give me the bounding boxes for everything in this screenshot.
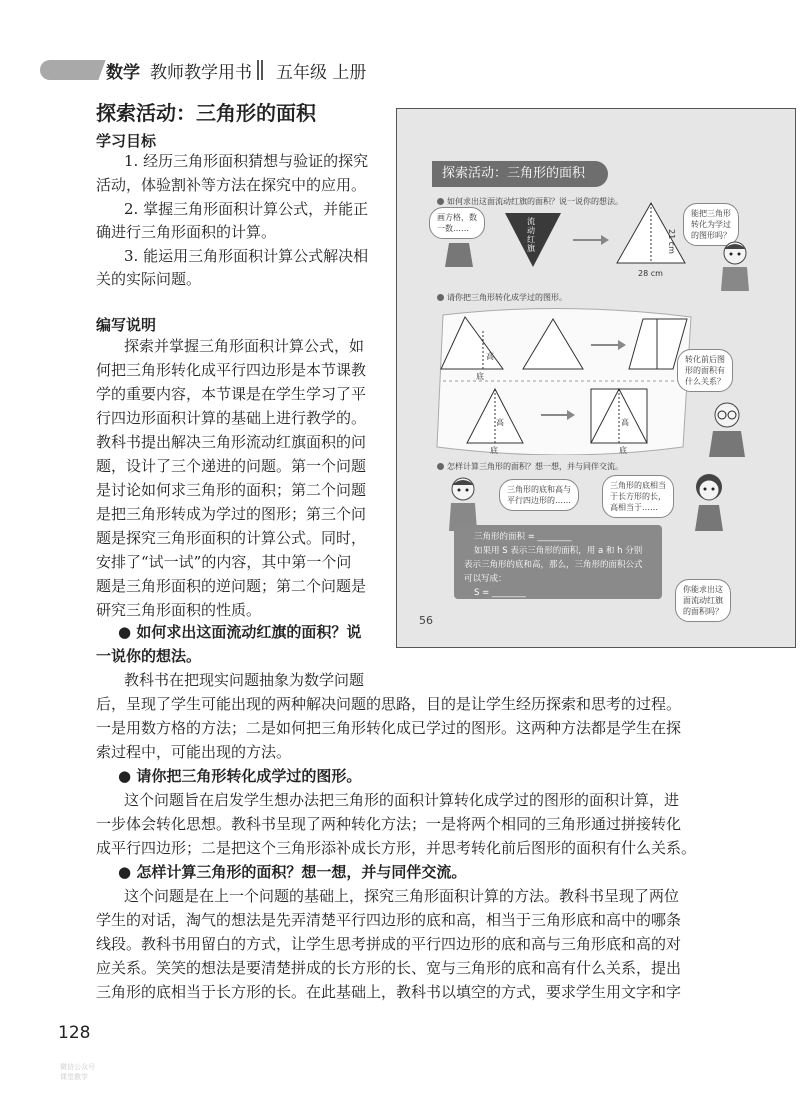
- explain-line: 行四边形面积计算的基础上进行教学的。: [96, 409, 367, 427]
- bubble-count-grid: 画方格，数 一数……: [429, 207, 485, 239]
- q1-line: 教科书在把现实问题抽象为数学问题: [124, 671, 365, 689]
- q3-line: 三角形的底相当于长方形的长。在此基础上，教科书以填空的方式，要求学生用文字和字: [96, 983, 682, 1001]
- explain-line: 学的重要内容，本节课是在学生学习了平: [96, 385, 367, 403]
- goals-line: 3. 能运用三角形面积计算公式解决相: [124, 247, 369, 265]
- textbook-q3: 怎样计算三角形的面积？想一想，并与同伴交流。: [437, 461, 623, 472]
- label-height: 高: [496, 418, 504, 427]
- label-base: 底: [476, 372, 484, 381]
- boy-character-icon: [443, 475, 483, 531]
- label-base: 底: [490, 446, 498, 455]
- explain-line: 教科书提出解决三角形流动红旗面积的问: [96, 433, 367, 451]
- q1-title-cont: 一说你的想法。: [96, 647, 202, 665]
- label-base: 底: [619, 446, 627, 455]
- measured-triangle: [615, 201, 687, 269]
- q3-line: 应关系。笑笑的想法是要清楚拼成的长方形的长、宽与三角形的底和高有什么关系，提出: [96, 959, 682, 977]
- teacher-character-icon: [705, 399, 749, 457]
- q2-line: 成平行四边形；二是把这个三角形添补成长方形，并思考转化前后图形的面积有什么关系。: [96, 839, 697, 857]
- goals-line: 活动，体验割补等方法在探究中的应用。: [96, 176, 367, 194]
- q2-line: 一步体会转化思想。教科书呈现了两种转化方法；一是将两个相同的三角形通过拼接转化: [96, 815, 682, 833]
- q1-line: 一是用数方格的方法；二是如何把三角形转化成已学过的图形。这两种方法都是学生在探: [96, 719, 682, 737]
- textbook-q2: 请你把三角形转化成学过的图形。: [437, 292, 567, 303]
- explain-line: 何把三角形转化成平行四边形是本节课教: [96, 361, 367, 379]
- goals-heading: 学习目标: [96, 132, 157, 150]
- explain-line: 是把三角形转成为学过的图形；第三个问: [96, 505, 367, 523]
- textbook-page-image: [396, 108, 796, 648]
- header-grade: 五年级 上册: [276, 63, 367, 83]
- label-height: 高: [621, 418, 629, 427]
- explain-line: 安排了“试一试”的内容，其中第一个问: [96, 553, 352, 571]
- girl-character-icon: [689, 471, 729, 531]
- q3-line: 这个问题是在上一个问题的基础上，探究三角形面积计算的方法。教科书呈现了两位: [124, 887, 680, 905]
- q3-title: ● 怎样计算三角形的面积？想一想，并与同伴交流。: [118, 863, 467, 881]
- height-label: 21 cm: [666, 229, 676, 254]
- base-label: 28 cm: [638, 269, 663, 278]
- header-subject: 数学: [106, 63, 140, 83]
- arrow-right-icon: [573, 234, 609, 246]
- bubble-relation: 转化前后图 形的面积有 什么关系？: [677, 349, 733, 392]
- q2-line: 这个问题旨在启发学生想办法把三角形的面积计算转化成学过的图形的面积计算，进: [124, 791, 680, 809]
- textbook-banner: 探索活动：三角形的面积: [432, 161, 608, 187]
- textbook-q1: 如何求出这面流动红旗的面积？说一说你的想法。: [437, 196, 623, 207]
- q3-line: 学生的对话，淘气的想法是先弄清楚平行四边形的底和高，相当于三角形底和高中的哪条: [96, 911, 682, 929]
- q1-line: 索过程中，可能出现的方法。: [96, 743, 292, 761]
- textbook-page-number: 56: [419, 614, 433, 627]
- goals-line: 1. 经历三角形面积猜想与验证的探究: [124, 152, 369, 170]
- bubble-rectangle: 三角形的底相当 于长方形的长， 高相当于……: [602, 475, 674, 518]
- explain-line: 是讨论如何求三角形的面积；第二个问题: [96, 481, 367, 499]
- goals-line: 关的实际问题。: [96, 270, 202, 288]
- bubble-parallelogram: 三角形的底和高与 平行四边形的……: [499, 479, 579, 511]
- goals-line: 2. 掌握三角形面积计算公式，并能正: [124, 200, 369, 218]
- explain-line: 题，设计了三个递进的问题。第一个问题: [96, 457, 367, 475]
- boy-character-icon: [715, 239, 755, 291]
- goals-line: 确进行三角形面积的计算。: [96, 223, 277, 241]
- section-title: 探索活动：三角形的面积: [96, 101, 316, 125]
- explain-heading: 编写说明: [96, 316, 157, 334]
- header-book-title: 教师教学用书: [150, 63, 252, 83]
- header-separator: [257, 60, 263, 80]
- explain-line: 题是探究三角形面积的计算公式。同时，: [96, 529, 367, 547]
- bubble-flag-area: 你能求出这 面流动红旗 的面积吗？: [675, 579, 731, 622]
- watermark: 微信公众号 课堂教学: [60, 1063, 95, 1081]
- conversion-diagram: [433, 307, 693, 455]
- explain-line: 探索并掌握三角形面积计算公式，如: [124, 337, 365, 355]
- explain-line: 研究三角形面积的性质。: [96, 601, 262, 619]
- q2-title: ● 请你把三角形转化成学过的图形。: [118, 767, 362, 785]
- flag-label: 流 动 红 旗: [527, 217, 535, 253]
- bubble-convert: 能把三角形 转化为学过 的图形吗？: [683, 203, 739, 246]
- formula-box: 三角形的面积 = ________ 如果用 S 表示三角形的面积，用 a 和 h 分别 表示三角形的底和高，那么，三角形的面积公式 可以写成： S = ________: [454, 525, 662, 599]
- q3-line: 线段。教科书用留白的方式，让学生思考拼成的平行四边形的底和高与三角形底和高的对: [96, 935, 682, 953]
- label-height: 高: [486, 352, 494, 361]
- q1-line: 后，呈现了学生可能出现的两种解决问题的思路，目的是让学生经历探索和思考的过程。: [96, 695, 682, 713]
- q1-title: ● 如何求出这面流动红旗的面积？说: [118, 623, 362, 641]
- explain-line: 题是三角形面积的逆问题；第二个问题是: [96, 577, 367, 595]
- page-number: 128: [58, 1023, 91, 1043]
